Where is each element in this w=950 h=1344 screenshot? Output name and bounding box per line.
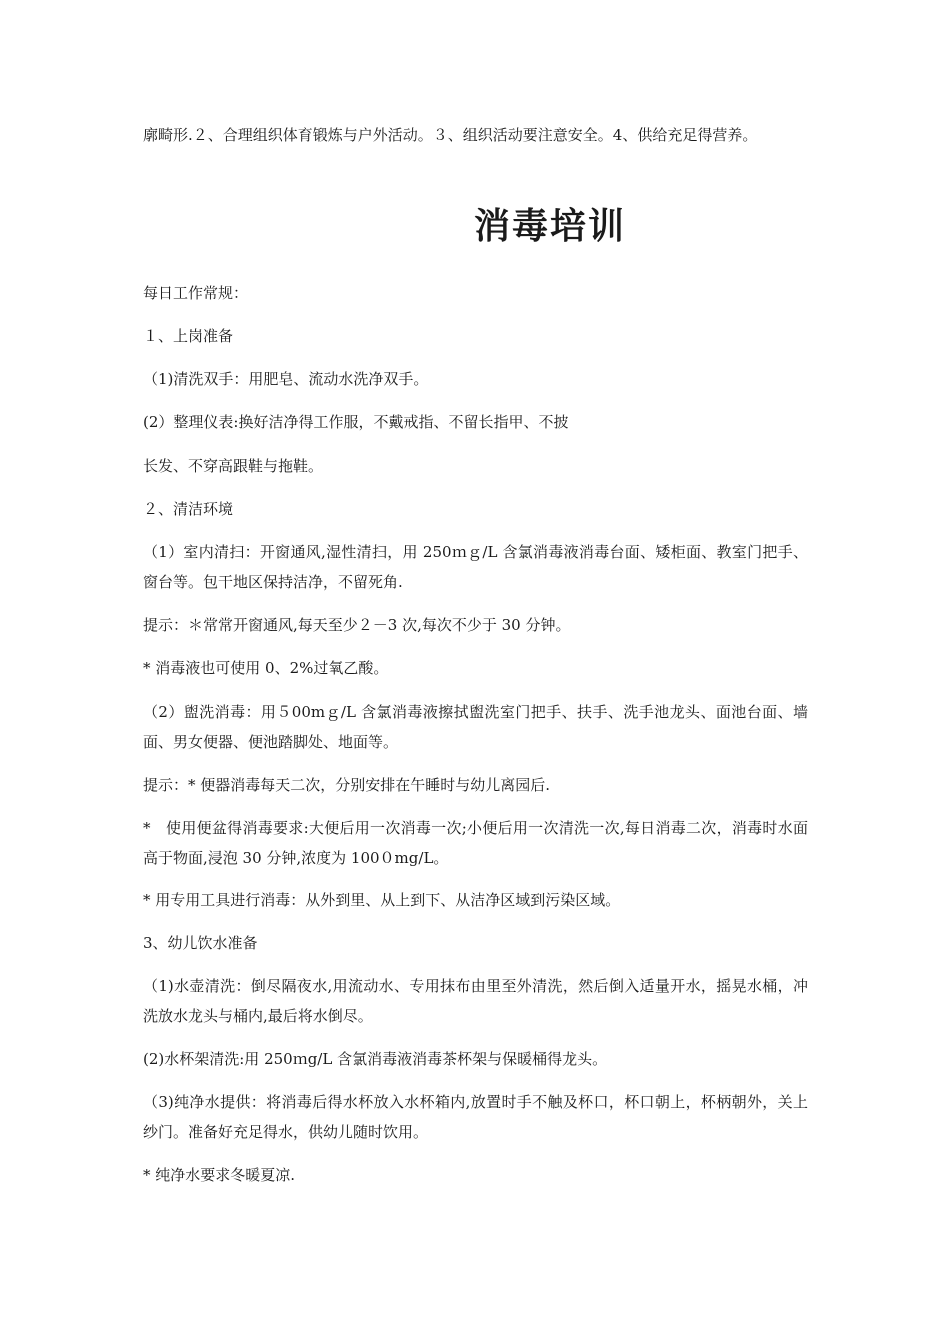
paragraph: (2）整理仪表:换好洁净得工作服，不戴戒指、不留长指甲、不披 — [143, 413, 569, 431]
paragraph: （2）盥洗消毒：用５00mｇ/L 含氯消毒液擦拭盥洗室门把手、扶手、洗手池龙头、面池台面、墙面、男女便器、便池踏脚处、地面等。 — [143, 703, 808, 751]
paragraph: （1)水壶清洗：倒尽隔夜水,用流动水、专用抹布由里至外清洗，然后倒入适量开水，摇晃水桶，冲洗放水龙头与桶内,最后将水倒尽。 — [143, 977, 808, 1025]
section-heading: 3、幼儿饮水准备 — [143, 934, 258, 952]
paragraph: 每日工作常规： — [143, 284, 249, 302]
paragraph: １、上岗准备 — [143, 327, 234, 345]
paragraph: （3)纯净水提供：将消毒后得水杯放入水杯箱内,放置时手不触及杯口，杯口朝上，杯柄朝外，关上纱门。准备好充足得水，供幼儿随时饮用。 — [143, 1093, 808, 1141]
tip-paragraph: 提示：* 便器消毒每天二次，分别安排在午睡时与幼儿离园后. — [143, 776, 551, 794]
tip-paragraph: * 纯净水要求冬暖夏凉. — [143, 1166, 296, 1184]
page-title: 消毒培训 — [473, 206, 626, 247]
tip-paragraph: * 使用便盆得消毒要求:大便后用一次消毒一次;小便后用一次清洗一次,每日消毒二次，消毒时水面高于物面,浸泡 30 分钟,浓度为 100０mg/L。 — [143, 819, 808, 867]
tip-paragraph: * 用专用工具进行消毒：从外到里、从上到下、从洁净区域到污染区域。 — [143, 891, 621, 909]
intro-paragraph: 廓畸形.２、合理组织体育锻炼与户外活动。３、组织活动要注意安全。4、供给充足得营养。 — [143, 126, 758, 144]
paragraph: 长发、不穿高跟鞋与拖鞋。 — [143, 457, 324, 475]
tip-paragraph: 提示：＊常常开窗通风,每天至少２－3 次,每次不少于 30 分钟。 — [143, 616, 571, 634]
tip-paragraph: * 消毒液也可使用 0、2%过氧乙酸。 — [143, 659, 389, 677]
paragraph: （1)清洗双手：用肥皂、流动水洗净双手。 — [143, 370, 429, 388]
section-heading: ２、清洁环境 — [143, 500, 234, 518]
paragraph: (2)水杯架清洗:用 250ｍg/L 含氯消毒液消毒茶杯架与保暖桶得龙头。 — [143, 1050, 608, 1068]
paragraph: （1）室内清扫：开窗通风,湿性清扫，用 250ｍｇ/L 含氯消毒液消毒台面、矮柜面、教室门把手、窗台等。包干地区保持洁净，不留死角. — [143, 543, 808, 591]
